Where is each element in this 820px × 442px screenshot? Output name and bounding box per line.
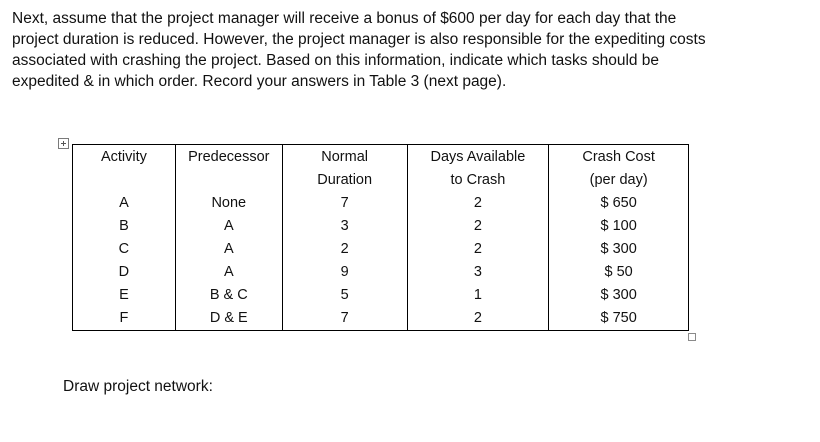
cell-crash-cost: $ 100 [549,215,689,238]
header-days-available: Days Available to Crash [407,145,549,193]
cell-activity: F [73,307,176,331]
cell-days-available: 2 [407,307,549,331]
cell-crash-cost: $ 300 [549,238,689,261]
cell-normal-duration: 7 [282,307,407,331]
header-activity: Activity [73,145,176,193]
cell-predecessor: A [175,215,282,238]
cell-days-available: 2 [407,192,549,215]
table-row [73,261,689,284]
cell-normal-duration: 7 [282,192,407,215]
instructions-line: expedited & in which order. Record your answers in Table 3 (next page). [12,73,507,90]
header-predecessor: Predecessor [175,145,282,193]
table-row [73,284,689,307]
cell-predecessor: A [175,261,282,284]
table-row [73,192,689,215]
cell-activity: C [73,238,176,261]
cell-normal-duration: 9 [282,261,407,284]
cell-predecessor: None [175,192,282,215]
instructions-paragraph [12,8,812,92]
table-row [73,238,689,261]
cell-normal-duration: 2 [282,238,407,261]
instructions-line: Next, assume that the project manager will receive a bonus of $600 per day for each day that the [12,10,677,27]
cell-days-available: 3 [407,261,549,284]
cell-predecessor: A [175,238,282,261]
table-row [73,307,689,331]
cell-normal-duration: 3 [282,215,407,238]
cell-normal-duration: 5 [282,284,407,307]
cell-days-available: 1 [407,284,549,307]
cell-days-available: 2 [407,238,549,261]
header-crash-cost: Crash Cost (per day) [549,145,689,193]
cell-days-available: 2 [407,215,549,238]
cell-predecessor: D & E [175,307,282,331]
cell-crash-cost: $ 650 [549,192,689,215]
instructions-line: project duration is reduced. However, the project manager is also responsible for the expediting costs [12,31,706,48]
cell-crash-cost: $ 50 [549,261,689,284]
cell-crash-cost: $ 300 [549,284,689,307]
cell-activity: E [73,284,176,307]
cell-activity: A [73,192,176,215]
instructions-line: associated with crashing the project. Based on this information, indicate which tasks should be [12,52,660,69]
table-row [73,215,689,238]
activity-table [72,144,689,331]
cell-predecessor: B & C [175,284,282,307]
table-move-handle-icon[interactable] [58,138,69,149]
cell-activity: B [73,215,176,238]
header-normal-duration: Normal Duration [282,145,407,193]
network-prompt: Draw project network: [63,378,213,395]
cell-crash-cost: $ 750 [549,307,689,331]
table-resize-handle-icon[interactable] [688,333,696,341]
cell-activity: D [73,261,176,284]
